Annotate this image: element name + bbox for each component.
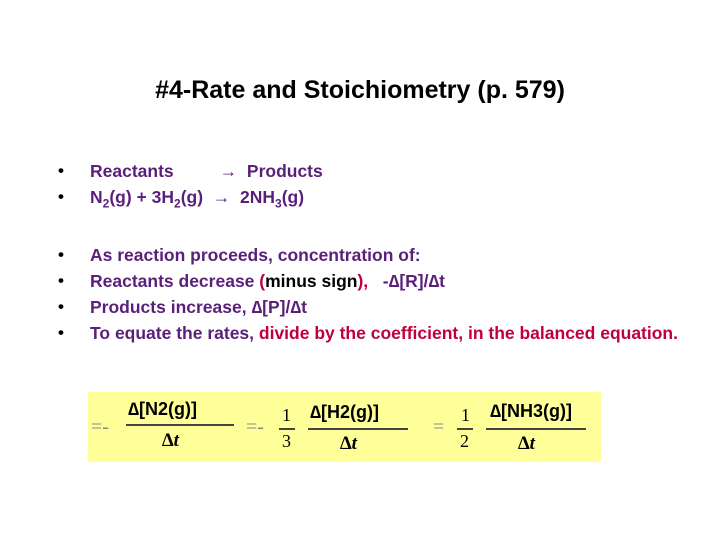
time-denominator: ∆t	[340, 433, 357, 454]
bullet-equate-rates: • To equate the rates, divide by the coefficient, in the balanced equation.	[58, 320, 678, 346]
bullet-reaction-equation	[58, 184, 323, 217]
bullet-list-bottom	[58, 242, 678, 346]
divide-coefficient-note: divide by the coefficient, in the balanced equation.	[258, 323, 678, 343]
coefficient-numerator: 1	[461, 405, 470, 425]
fraction-bar	[486, 428, 586, 430]
products-label: Products	[246, 161, 323, 181]
coefficient-denominator: 3	[282, 431, 291, 451]
fraction-bar	[308, 428, 408, 430]
bullet-dot: •	[58, 323, 64, 342]
fraction-bar	[279, 428, 295, 430]
bullet-dot: •	[58, 161, 64, 180]
arrow-icon: →	[212, 187, 231, 207]
h2-rate-numerator: ∆[H2(g)]	[310, 402, 379, 422]
bullet-reactants-products	[58, 158, 323, 184]
minus-sign-note: minus sign	[265, 271, 358, 291]
concentration-text: As reaction proceeds, concentration of:	[90, 245, 421, 265]
time-denominator: ∆t	[518, 433, 535, 454]
equals-minus-sign: =-	[91, 416, 109, 438]
reactant-rate-expr: -∆[R]/∆t	[382, 271, 446, 291]
coefficient-denominator: 2	[460, 431, 469, 451]
arrow-icon: →	[219, 161, 238, 181]
equals-sign: =	[433, 416, 445, 438]
bullet-list-top	[58, 158, 323, 217]
equals-minus-sign: =-	[246, 416, 264, 438]
nh3-rate-numerator: ∆[NH3(g)]	[490, 401, 572, 421]
bullet-dot: •	[58, 187, 64, 206]
fraction-bar	[126, 424, 234, 426]
reaction-equation: $N_2(g) + 3H_2(g) \to 2NH_3(g)$	[90, 187, 305, 211]
coefficient-numerator: 1	[282, 405, 291, 425]
bullet-dot: •	[58, 271, 64, 290]
bullet-reactants-decrease: • Reactants decrease (minus sign), -∆[R]/∆t	[58, 268, 678, 294]
bullet-dot: •	[58, 297, 64, 316]
n2-rate-numerator: ∆[N2(g)]	[128, 399, 197, 419]
bullet-dot: •	[58, 245, 64, 264]
rate-equation-box	[88, 392, 601, 462]
time-denominator: ∆t	[162, 430, 179, 451]
fraction-bar	[457, 428, 473, 430]
product-rate-expr: ∆[P]/∆t	[251, 297, 307, 317]
reactants-label: Reactants	[90, 161, 174, 181]
slide-title: #4-Rate and Stoichiometry (p. 579)	[155, 76, 565, 104]
bullet-concentration	[58, 242, 678, 268]
bullet-products-increase: • Products increase, ∆[P]/∆t	[58, 294, 678, 320]
